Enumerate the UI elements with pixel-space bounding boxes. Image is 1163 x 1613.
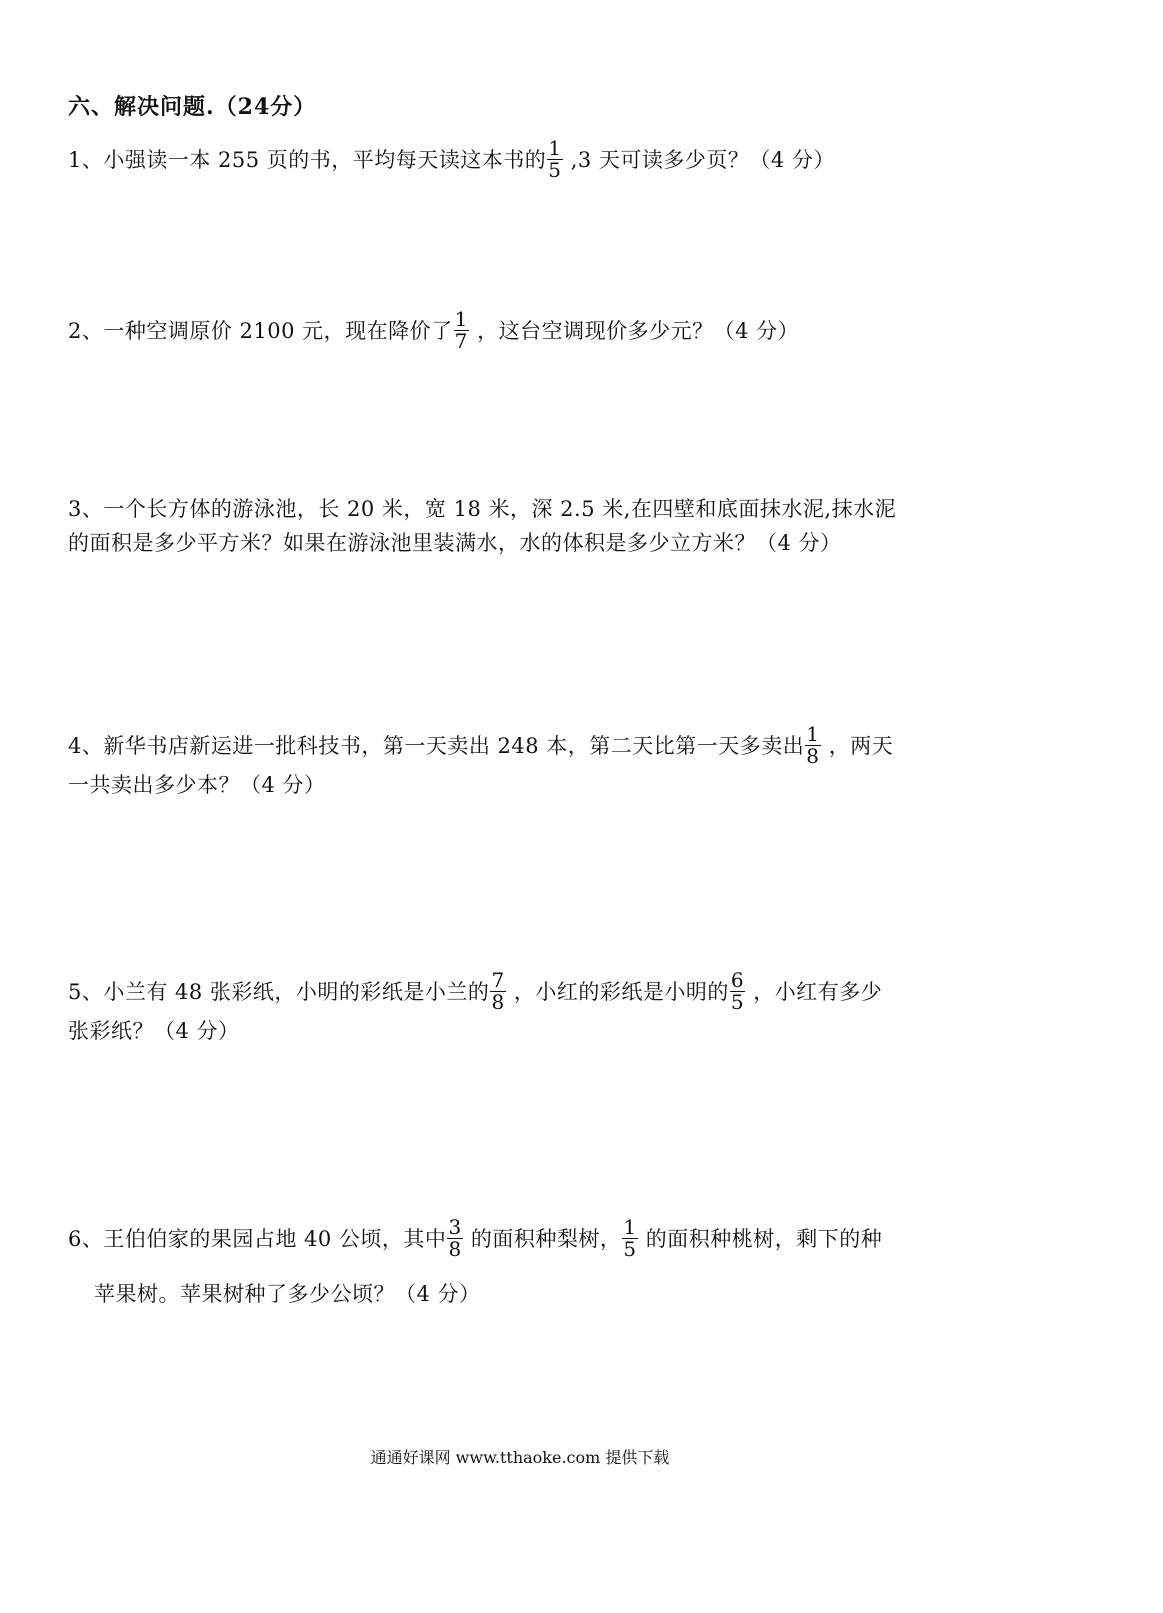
section-title: 六、解决问题.（24分）: [68, 94, 317, 120]
problem-6-fraction-1: [447, 1217, 462, 1260]
problem-6-fraction-2: [622, 1217, 637, 1260]
problem-5-text-a: 5、小兰有 48 张彩纸，小明的彩纸是小兰的: [68, 980, 490, 1004]
problem-1-text-b: ,3 天可读多少页？（4 分）: [563, 148, 835, 172]
problem-4: [68, 722, 894, 769]
fraction-denominator: 8: [806, 744, 820, 768]
fraction-denominator: 5: [623, 1237, 637, 1261]
fraction-numerator: 6: [730, 968, 745, 992]
fraction-numerator: 1: [806, 722, 820, 746]
fraction-numerator: 1: [548, 136, 562, 160]
problem-5: [68, 968, 883, 1015]
problem-5-text-c: ，小红有多少: [746, 980, 883, 1004]
problem-2-text-a: 2、一种空调原价 2100 元，现在降价了: [68, 319, 453, 343]
problem-1: [68, 136, 835, 183]
problem-6-text-a: 6、王伯伯家的果园占地 40 公顷，其中: [68, 1227, 447, 1251]
problem-5-fraction-1: [490, 970, 505, 1013]
fraction-denominator: 5: [548, 158, 562, 182]
problem-6: [68, 1215, 883, 1262]
fraction-numerator: 7: [491, 968, 505, 992]
fraction-numerator: 1: [623, 1215, 637, 1239]
fraction-denominator: 5: [730, 990, 745, 1014]
problem-4-fraction: [805, 724, 820, 767]
problem-6-line-2: 苹果树。苹果树种了多少公顷？（4 分）: [94, 1282, 481, 1306]
problem-2-text-b: ，这台空调现价多少元？（4 分）: [469, 319, 800, 343]
problem-5-line-2: 张彩纸？（4 分）: [68, 1019, 240, 1043]
problem-5-text-b: ，小红的彩纸是小明的: [506, 980, 729, 1004]
problem-1-fraction: [547, 138, 562, 181]
problem-6-text-c: 的面积种桃树，剩下的种: [638, 1227, 883, 1251]
page-footer: 通通好课网 www.tthaoke.com 提供下载: [370, 1448, 670, 1467]
problem-4-text-b: ，两天: [821, 734, 894, 758]
fraction-numerator: 3: [448, 1215, 462, 1239]
problem-4-line-2: 一共卖出多少本？（4 分）: [68, 773, 326, 797]
fraction-denominator: 7: [454, 329, 468, 353]
problem-5-fraction-2: [730, 970, 745, 1013]
fraction-numerator: 1: [454, 307, 468, 331]
fraction-denominator: 8: [448, 1237, 462, 1261]
problem-3-line-2: 的面积是多少平方米？如果在游泳池里装满水，水的体积是多少立方米？（4 分）: [68, 531, 842, 555]
problem-3-line-1: 3、一个长方体的游泳池，长 20 米，宽 18 米，深 2.5 米,在四壁和底面抹水泥,抹水泥: [68, 497, 897, 521]
problem-1-text-a: 1、小强读一本 255 页的书，平均每天读这本书的: [68, 148, 547, 172]
problem-2: [68, 307, 800, 354]
problem-6-text-b: 的面积种梨树，: [463, 1227, 622, 1251]
problem-2-fraction: [454, 309, 469, 352]
fraction-denominator: 8: [491, 990, 505, 1014]
problem-4-text-a: 4、新华书店新运进一批科技书，第一天卖出 248 本，第二天比第一天多卖出: [68, 734, 805, 758]
